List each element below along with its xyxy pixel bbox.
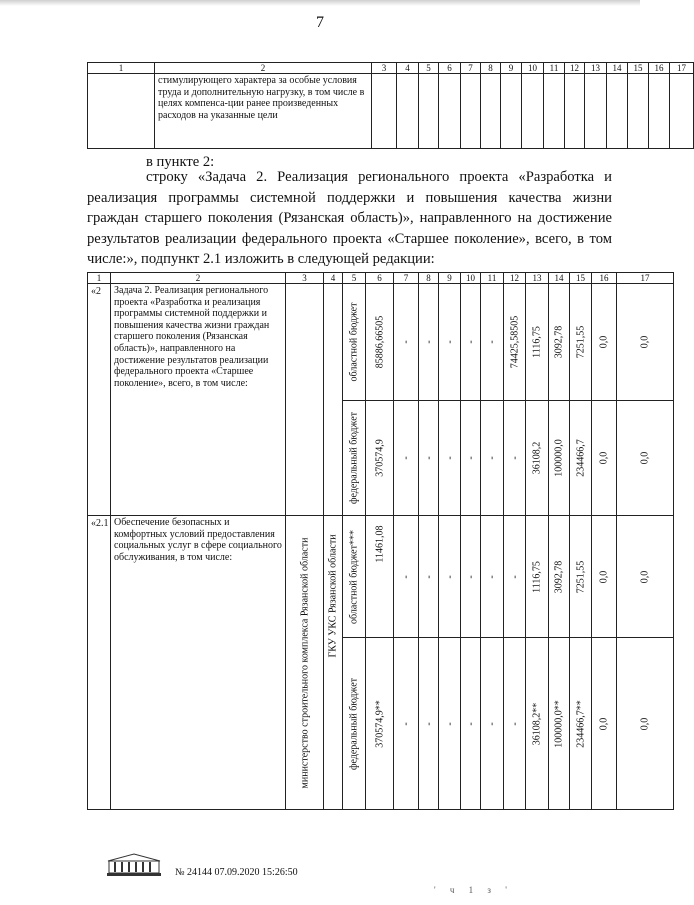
funding-source: федеральный бюджет — [348, 411, 360, 505]
value-cell: - — [400, 721, 412, 726]
col-header: 12 — [504, 273, 526, 284]
col-header: 12 — [565, 63, 585, 74]
top-table-row — [88, 74, 694, 149]
value-cell: - — [465, 574, 476, 579]
col-header: 5 — [343, 273, 366, 284]
value-cell: 370574,9 — [374, 439, 385, 477]
value-cell: 100000,0** — [553, 699, 565, 748]
paragraph-body: строку «Задача 2. Реализация регионального проекта «Разработка и реализация программы системной поддержки и повышения качества жизни граждан старшего поколения (Рязанская область)», направленного на достижение результатов реализации федерального проекта «Старшее поколение», всего, в том числе:», подпункт 2.1 изложить в следующей редакции: — [87, 169, 612, 267]
value-cell: 85886,66505 — [374, 315, 385, 369]
main-table-header — [88, 273, 674, 284]
value-cell: - — [486, 456, 498, 460]
col-header: 2 — [155, 63, 372, 74]
col-header: 4 — [324, 273, 343, 284]
value-cell: 0,0 — [598, 570, 610, 583]
value-cell: 7251,55 — [575, 325, 586, 359]
value-cell: 3092,78 — [553, 560, 565, 593]
participant: ГКУ УКС Рязанской области — [327, 534, 339, 658]
value-cell: - — [486, 340, 498, 344]
col-header: 1 — [88, 273, 111, 284]
col-header: 14 — [607, 63, 628, 74]
value-cell: 234466,7** — [575, 699, 586, 748]
row-number: «2 — [88, 284, 111, 516]
col-header: 8 — [419, 273, 439, 284]
col-header: 3 — [286, 273, 324, 284]
col-header: 11 — [544, 63, 565, 74]
value-cell: - — [423, 340, 434, 344]
col-header: 13 — [526, 273, 549, 284]
col-header: 9 — [439, 273, 461, 284]
col-header: 5 — [419, 63, 439, 74]
col-header: 2 — [111, 273, 286, 284]
row-description: Задача 2. Реализация регионального проекта «Разработка и реализация программы системной поддержки и повышения качества жизни граждан старшего поколения (Рязанская область)», направленного на достижение результатов реализации федерального проекта «Старшее поколение», всего, в том числе: — [111, 284, 286, 516]
value-cell: 3092,78 — [553, 325, 565, 359]
col-header: 7 — [461, 63, 481, 74]
top-table-header — [88, 63, 694, 74]
col-header: 7 — [394, 273, 419, 284]
value-cell: - — [400, 456, 412, 460]
main-table — [87, 272, 674, 810]
value-cell: - — [444, 340, 455, 344]
value-cell: - — [400, 340, 412, 344]
value-cell: 0,0 — [598, 717, 610, 730]
value-cell: - — [465, 721, 476, 726]
table-row — [88, 516, 674, 638]
value-cell: 100000,0 — [553, 439, 565, 477]
col-header: 3 — [372, 63, 397, 74]
col-header: 11 — [481, 273, 504, 284]
executor: министерство строительного комплекса Рязанской области — [299, 537, 310, 788]
scan-top-edge — [0, 0, 640, 6]
col-header: 15 — [628, 63, 649, 74]
row-description: Обеспечение безопасных и комфортных условий предоставления социальных услуг в сфере социального обслуживания, в том числе: — [111, 516, 286, 810]
col-header: 8 — [481, 63, 501, 74]
value-cell: - — [486, 721, 498, 726]
value-cell: 0,0 — [639, 451, 651, 465]
value-cell: 1116,75 — [531, 326, 543, 358]
value-cell: 36108,2 — [531, 441, 543, 475]
value-cell: - — [423, 574, 434, 579]
col-header: 6 — [366, 273, 394, 284]
value-cell: 7251,55 — [575, 560, 586, 593]
col-header: 10 — [522, 63, 544, 74]
value-cell: - — [509, 574, 520, 579]
table-row — [88, 284, 674, 401]
value-cell: 0,0 — [639, 570, 651, 583]
top-table-text: стимулирующего характера за особые условия труда и дополнительную нагрузку, в том числе в целях компенса-ции ранее произведенных расходов на указанные цели — [155, 74, 372, 149]
value-cell: - — [465, 340, 476, 344]
value-cell: 0,0 — [639, 717, 651, 730]
value-cell: - — [509, 456, 520, 460]
value-cell: - — [400, 574, 412, 579]
value-cell: 74425,58505 — [509, 315, 520, 369]
value-cell: 1116,75 — [531, 560, 543, 593]
col-header: 13 — [585, 63, 607, 74]
top-table — [87, 62, 694, 149]
col-header: 1 — [88, 63, 155, 74]
col-header: 16 — [649, 63, 670, 74]
col-header: 17 — [670, 63, 694, 74]
value-cell: - — [444, 574, 455, 579]
value-cell: - — [444, 721, 455, 726]
funding-source: областной бюджет — [348, 302, 360, 382]
value-cell: 234466,7 — [575, 439, 586, 477]
funding-source: федеральный бюджет — [348, 677, 360, 770]
paragraph-intro: в пункте 2: — [146, 154, 215, 170]
value-cell: - — [444, 456, 455, 460]
col-header: 14 — [549, 273, 570, 284]
value-cell: - — [509, 721, 520, 726]
col-header: 10 — [461, 273, 481, 284]
value-cell: 0,0 — [598, 335, 610, 349]
value-cell: - — [423, 456, 434, 460]
value-cell: 36108,2** — [531, 702, 543, 745]
scan-artifacts: ' ч 1 з ' — [434, 885, 513, 895]
page-number: 7 — [316, 14, 324, 31]
col-header: 4 — [397, 63, 419, 74]
col-header: 9 — [501, 63, 522, 74]
col-header: 15 — [570, 273, 592, 284]
value-cell: - — [465, 456, 476, 460]
value-cell: 0,0 — [598, 451, 610, 465]
value-cell: 11461,08 — [374, 525, 385, 563]
document-stamp: № 24144 07.09.2020 15:26:50 — [175, 867, 298, 878]
col-header: 17 — [617, 273, 674, 284]
value-cell: - — [486, 574, 498, 579]
col-header: 16 — [592, 273, 617, 284]
value-cell: 370574,9** — [374, 699, 385, 748]
value-cell: - — [423, 721, 434, 726]
building-facade-icon — [106, 853, 162, 877]
col-header: 6 — [439, 63, 461, 74]
value-cell: 0,0 — [639, 335, 651, 349]
funding-source: областной бюджет*** — [348, 529, 360, 624]
row-number: «2.1 — [88, 516, 111, 810]
